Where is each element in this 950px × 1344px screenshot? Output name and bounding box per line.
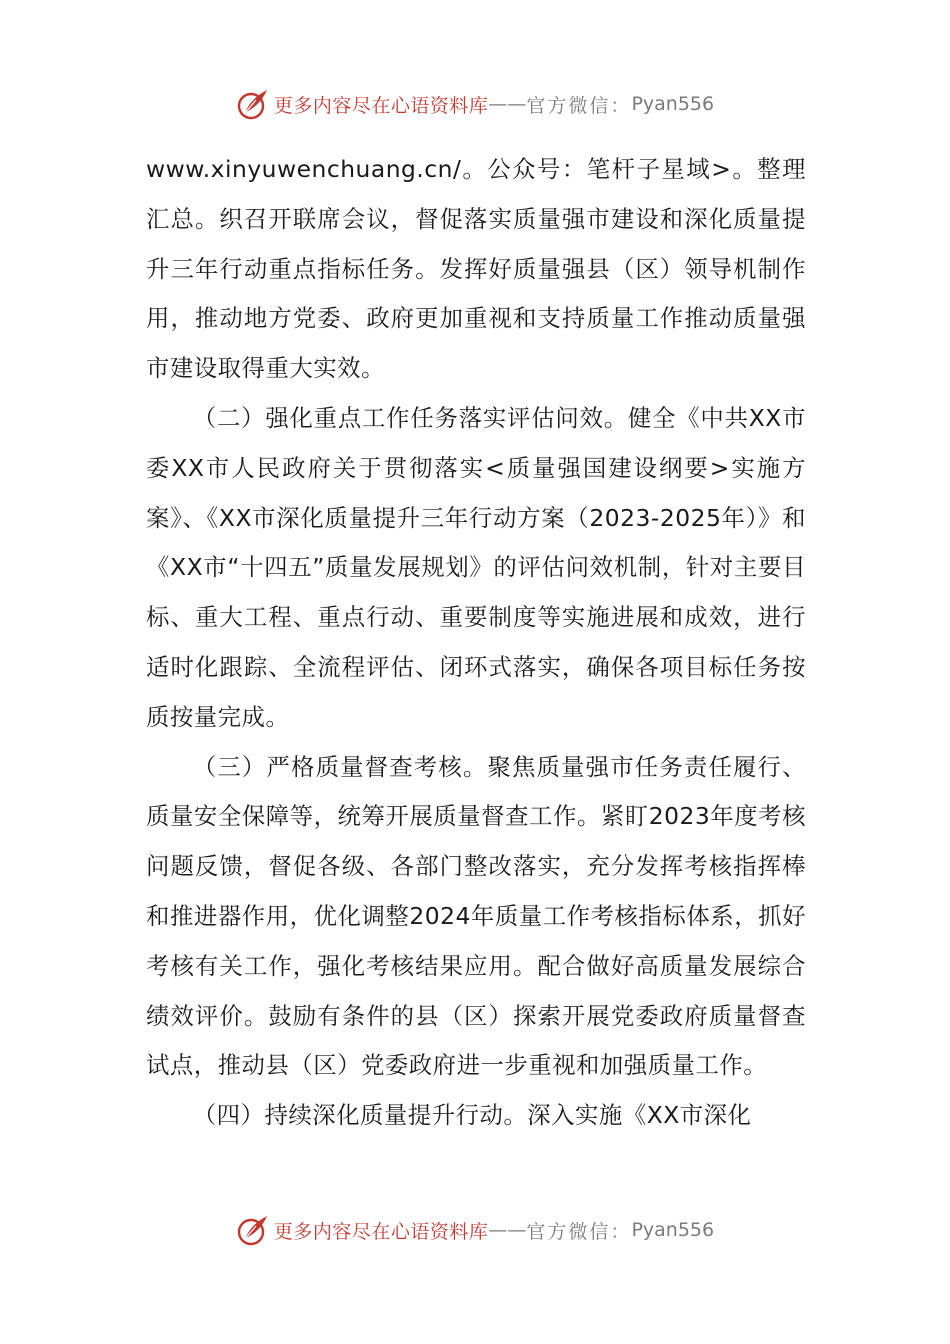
banner-contact-label: 官方微信：: [526, 94, 632, 117]
paragraph-section-2: （二）强化重点工作任务落实评估问效。健全《中共XX市委XX市人民政府关于贯彻落实<质量强国建设纲要>实施方案》、《XX市深化质量提升三年行动方案（2023-2025年）》和《XX市“十四五”质量发展规划》的评估问效机制，针对主要目标、重大工程、重点行动、重要制度等实施进展和成效，进行适时化跟踪、全流程评估、闭环式落实，确保各项目标任务按质按量完成。: [146, 403, 806, 731]
paragraph-continuation: www.xinyuwenchuang.cn/。公众号：笔杆子星域>。整理汇总。织召开联席会议，督促落实质量强市建设和深化质量提升三年行动重点指标任务。发挥好质量强县（区）领导机制作用，推动地方党委、政府更加重视和支持质量工作推动质量强市建设取得重大实效。: [146, 155, 806, 383]
banner-wechat-id: Pyan556: [631, 93, 715, 115]
feather-quill-logo-icon: [236, 1213, 270, 1247]
paragraph-section-4: （四）持续深化质量提升行动。深入实施《XX市深化: [192, 1101, 752, 1130]
banner-dash: ——: [488, 1219, 527, 1241]
banner-dash: ——: [488, 93, 527, 115]
document-body: [146, 145, 806, 1141]
footer-banner: [0, 1210, 950, 1250]
banner-contact-label: 官方微信：: [526, 1220, 632, 1243]
feather-quill-logo-icon: [236, 87, 270, 121]
banner-text: 更多内容尽在心语资料库: [273, 1220, 489, 1243]
banner-wechat-id: Pyan556: [631, 1219, 715, 1241]
header-banner: [0, 84, 950, 124]
paragraph-section-3: （三）严格质量督查考核。聚焦质量强市任务责任履行、质量安全保障等，统筹开展质量督查工作。紧盯2023年度考核问题反馈，督促各级、各部门整改落实，充分发挥考核指挥棒和推进器作用，优化调整2024年质量工作考核指标体系，抓好考核有关工作，强化考核结果应用。配合做好高质量发展综合绩效评价。鼓励有条件的县（区）探索开展党委政府质量督查试点，推动县（区）党委政府进一步重视和加强质量工作。: [146, 752, 806, 1080]
banner-text: 更多内容尽在心语资料库: [273, 94, 489, 117]
